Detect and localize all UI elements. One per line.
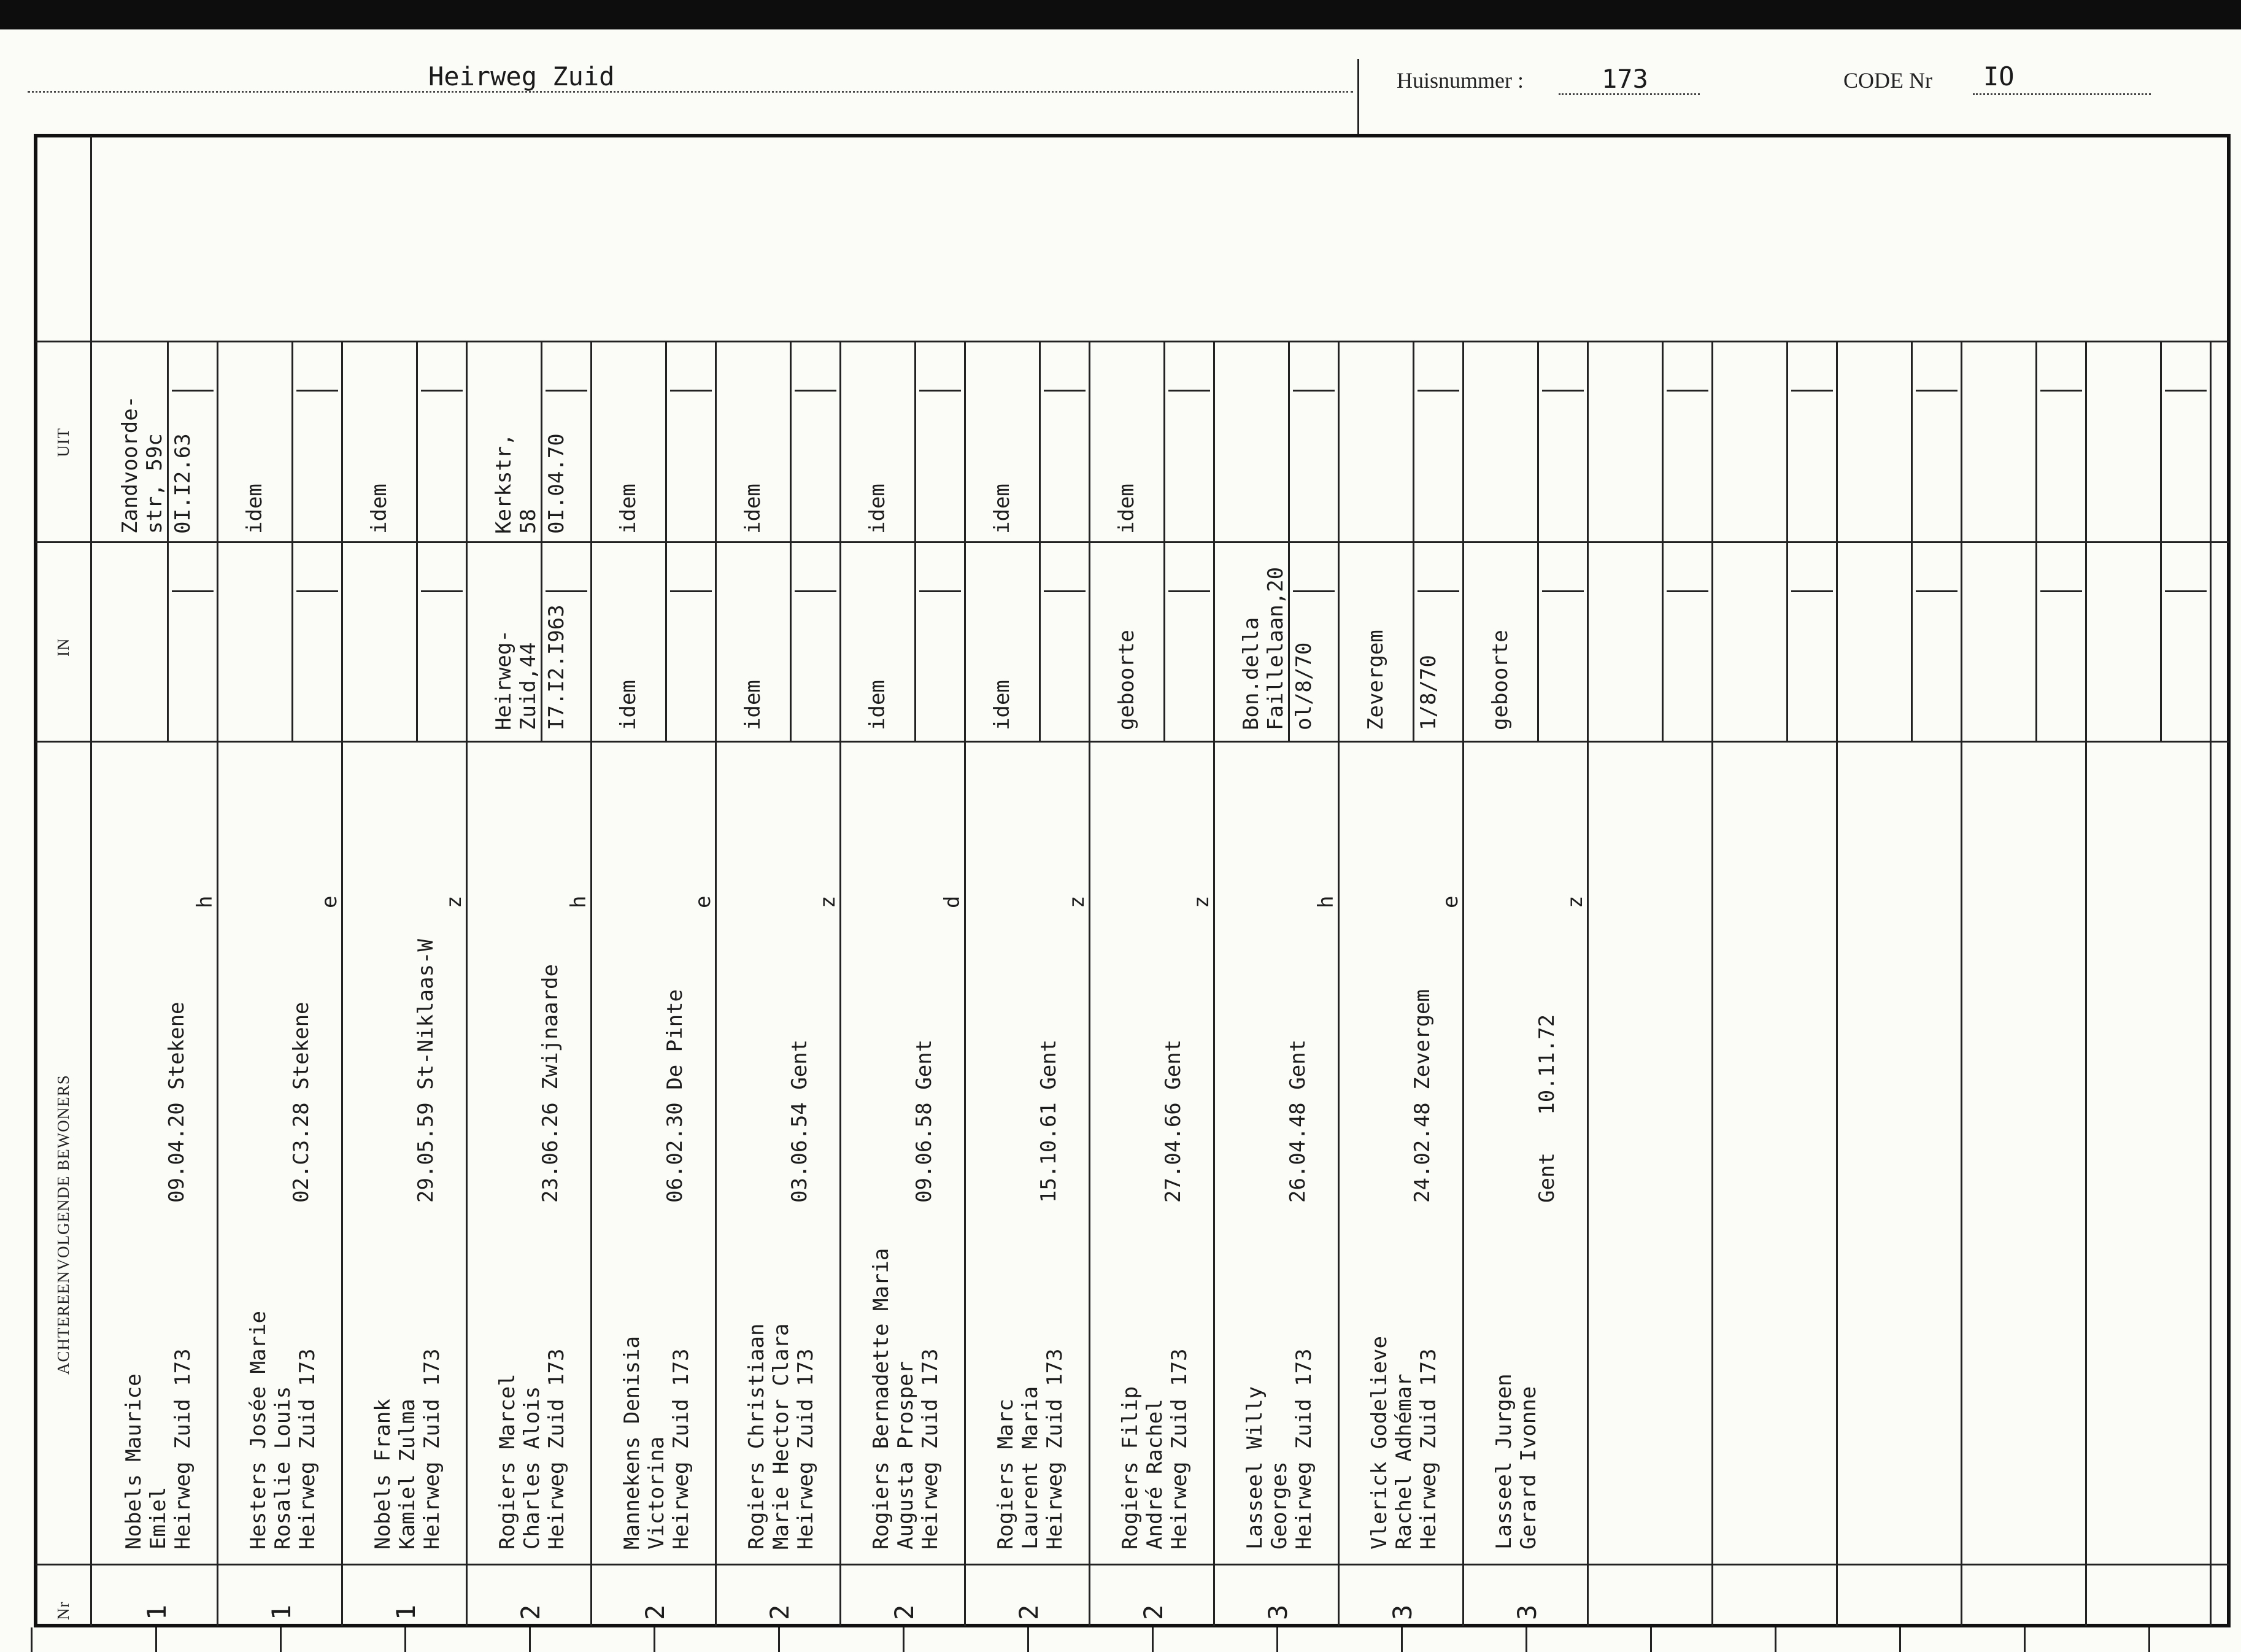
empty-dash [1293, 390, 1335, 392]
resident-birth: 09.04.20 Stekene [164, 1002, 189, 1203]
moved-in-from: idem [741, 680, 765, 730]
empty-dash [1044, 390, 1086, 392]
bottom-tick [31, 1627, 33, 1652]
date-subcolumn-divider [1662, 541, 1664, 741]
row-number: 2 [515, 1604, 546, 1620]
resident-birth: 29.05.59 St-Niklaas-W [414, 939, 438, 1203]
house-number-label: Huisnummer : [1397, 68, 1524, 93]
empty-dash [1044, 590, 1086, 592]
resident-relation: z [442, 895, 466, 908]
empty-dash [670, 390, 712, 392]
column-divider [1587, 341, 1589, 1626]
street-dotted-line [28, 91, 1353, 93]
moved-in-from: idem [990, 680, 1014, 730]
date-subcolumn-divider [1537, 341, 1539, 541]
band-uit-in [36, 541, 2229, 543]
moved-in-from: Bon.della Faillelaan,20 [1239, 566, 1288, 730]
date-subcolumn-divider [2035, 341, 2037, 541]
date-subcolumn-divider [1039, 541, 1041, 741]
bottom-tick [1650, 1627, 1652, 1652]
empty-dash [919, 590, 961, 592]
resident-relation: h [566, 895, 591, 908]
row-number: 1 [266, 1604, 296, 1620]
resident-name: Hesters Josée Marie Rosalie Louis Heirweg Zuid 173 [246, 1311, 320, 1550]
resident-relation: h [193, 895, 217, 908]
moved-in-from: geboorte [1114, 630, 1139, 730]
code-line [1973, 93, 2151, 95]
row-number: 1 [142, 1604, 172, 1620]
moved-out-to: idem [242, 484, 267, 534]
moved-out-date: 0I.04.70 [544, 433, 569, 534]
resident-name: Rogiers Bernadette Maria Augusta Prosper Heirweg Zuid 173 [869, 1248, 943, 1550]
moved-in-from: idem [616, 680, 641, 730]
row-number: 3 [1263, 1604, 1293, 1620]
column-divider [715, 341, 717, 1626]
moved-in-date: ol/8/70 [1292, 642, 1316, 730]
band-residents-nr [36, 1564, 2229, 1565]
resident-birth: 02.C3.28 Stekene [289, 1002, 314, 1203]
moved-in-date: I7.I2.I963 [544, 604, 569, 730]
col-in-heading: IN [54, 638, 72, 657]
empty-dash [1418, 390, 1459, 392]
row-number: 2 [1138, 1604, 1168, 1620]
empty-dash [546, 390, 587, 392]
date-subcolumn-divider [1039, 341, 1041, 541]
moved-in-date: 1/8/70 [1416, 655, 1441, 730]
resident-birth: 27.04.66 Gent [1161, 1039, 1186, 1203]
scan-top-edge [0, 0, 2241, 29]
empty-dash [1667, 590, 1708, 592]
bottom-tick [404, 1627, 406, 1652]
resident-relation: e [317, 895, 342, 908]
resident-relation: e [691, 895, 716, 908]
house-number: 173 [1602, 64, 1648, 94]
column-divider [2210, 341, 2212, 1626]
date-subcolumn-divider [790, 541, 792, 741]
empty-dash [421, 390, 463, 392]
resident-birth: 23.06.26 Zwijnaarde [538, 964, 563, 1203]
resident-birth: 06.02.30 De Pinte [663, 989, 687, 1203]
resident-birth: Gent 10.11.72 [1535, 1014, 1559, 1203]
street-name: Heirweg Zuid [428, 61, 615, 91]
moved-out-to: idem [616, 484, 641, 534]
header-separator [1357, 59, 1359, 134]
column-divider [1089, 341, 1090, 1626]
header-column-divider [90, 136, 92, 1626]
date-subcolumn-divider [914, 541, 916, 741]
column-divider [1338, 341, 1340, 1626]
column-divider [964, 341, 966, 1626]
resident-birth: 26.04.48 Gent [1286, 1039, 1310, 1203]
date-subcolumn-divider [665, 541, 667, 741]
row-number: 3 [1512, 1604, 1542, 1620]
empty-dash [1542, 390, 1584, 392]
empty-dash [1542, 590, 1584, 592]
row-number: 2 [640, 1604, 670, 1620]
resident-name: Nobels Frank Kamiel Zulma Heirweg Zuid 173 [371, 1348, 444, 1550]
empty-dash [296, 590, 338, 592]
resident-name: Nobels Maurice Emiel Heirweg Zuid 173 [122, 1348, 195, 1550]
column-divider [1213, 341, 1215, 1626]
band-top-ut [36, 341, 2229, 342]
bottom-tick [2024, 1627, 2026, 1652]
resident-relation: e [1438, 895, 1463, 908]
resident-name: Rogiers Marcel Charles Alois Heirweg Zuid 173 [495, 1348, 569, 1550]
resident-birth: 15.10.61 Gent [1036, 1039, 1061, 1203]
empty-dash [1916, 390, 1958, 392]
resident-relation: z [816, 895, 840, 908]
bottom-tick [1775, 1627, 1776, 1652]
column-divider [1462, 341, 1464, 1626]
date-subcolumn-divider [1413, 541, 1414, 741]
empty-dash [1293, 590, 1335, 592]
date-subcolumn-divider [416, 541, 418, 741]
row-number: 2 [1014, 1604, 1044, 1620]
moved-out-to: Kerkstr, 58 [492, 433, 541, 534]
empty-dash [2165, 590, 2207, 592]
bottom-tick [778, 1627, 780, 1652]
bottom-tick [903, 1627, 904, 1652]
code-number: IO [1983, 61, 2015, 91]
empty-dash [546, 590, 587, 592]
column-divider [1961, 341, 1962, 1626]
row-number: 2 [765, 1604, 795, 1620]
date-subcolumn-divider [790, 341, 792, 541]
resident-relation: h [1314, 895, 1338, 908]
moved-out-to: idem [990, 484, 1014, 534]
bottom-tick [280, 1627, 282, 1652]
code-label: CODE Nr [1843, 68, 1932, 93]
date-subcolumn-divider [541, 341, 542, 541]
resident-relation: z [1563, 895, 1587, 908]
moved-in-from: geboorte [1488, 630, 1513, 730]
resident-birth: 03.06.54 Gent [787, 1039, 812, 1203]
column-divider [839, 341, 841, 1626]
resident-name: Rogiers Filip André Rachel Heirweg Zuid 173 [1118, 1348, 1192, 1550]
column-divider [341, 341, 343, 1626]
bottom-tick [1276, 1627, 1278, 1652]
col-residents-heading: ACHTEREENVOLGENDE BEWONERS [54, 1075, 72, 1375]
moved-out-to: idem [1114, 484, 1139, 534]
empty-dash [296, 390, 338, 392]
empty-dash [795, 590, 836, 592]
row-number: 2 [889, 1604, 919, 1620]
column-divider [1711, 341, 1713, 1626]
date-subcolumn-divider [1662, 341, 1664, 541]
empty-dash [1168, 590, 1210, 592]
empty-dash [919, 390, 961, 392]
moved-in-from: Zevergem [1364, 630, 1388, 730]
row-number: 1 [391, 1604, 421, 1620]
moved-in-from: idem [865, 680, 890, 730]
moved-out-to: idem [865, 484, 890, 534]
empty-dash [1791, 590, 1833, 592]
bottom-tick [2148, 1627, 2150, 1652]
resident-name: Vlerick Godelieve Rachel Adhémar Heirweg Zuid 173 [1367, 1336, 1441, 1550]
column-divider [466, 341, 468, 1626]
resident-name: Rogiers Christiaan Marie Hector Clara Heirweg Zuid 173 [744, 1323, 818, 1550]
date-subcolumn-divider [2035, 541, 2037, 741]
moved-in-from: Heirweg- Zuid,44 [492, 630, 541, 730]
date-subcolumn-divider [1288, 341, 1290, 541]
bottom-tick [654, 1627, 655, 1652]
date-subcolumn-divider [1786, 341, 1788, 541]
column-divider [2085, 341, 2087, 1626]
resident-name: Lasseel Willy Georges Heirweg Zuid 173 [1243, 1348, 1316, 1550]
bottom-tick [1899, 1627, 1901, 1652]
empty-dash [1418, 590, 1459, 592]
resident-name: Mannekens Denisia Victorina Heirweg Zuid 173 [620, 1336, 693, 1550]
date-subcolumn-divider [914, 341, 916, 541]
date-subcolumn-divider [167, 341, 169, 541]
date-subcolumn-divider [1537, 541, 1539, 741]
date-subcolumn-divider [291, 341, 293, 541]
empty-dash [2040, 390, 2082, 392]
col-uit-heading: UIT [54, 428, 72, 457]
empty-dash [1916, 590, 1958, 592]
col-nr-heading: Nr [54, 1601, 72, 1620]
date-subcolumn-divider [1163, 541, 1165, 741]
resident-birth: 24.02.48 Zevergem [1410, 989, 1435, 1203]
empty-dash [2040, 590, 2082, 592]
column-divider [1836, 341, 1838, 1626]
band-in-residents [36, 741, 2229, 743]
bottom-tick [155, 1627, 157, 1652]
empty-dash [172, 390, 214, 392]
date-subcolumn-divider [665, 341, 667, 541]
row-number: 3 [1387, 1604, 1418, 1620]
date-subcolumn-divider [541, 541, 542, 741]
empty-dash [795, 390, 836, 392]
resident-birth: 09.06.58 Gent [912, 1039, 936, 1203]
empty-dash [2165, 390, 2207, 392]
column-divider [590, 341, 592, 1626]
resident-name: Rogiers Marc Laurent Maria Heirweg Zuid 173 [993, 1348, 1067, 1550]
resident-name: Lasseel Jurgen Gerard Ivonne [1492, 1373, 1541, 1550]
empty-dash [1791, 390, 1833, 392]
resident-relation: d [940, 895, 965, 908]
moved-out-date: 0I.I2.63 [171, 433, 195, 534]
column-divider [217, 341, 218, 1626]
date-subcolumn-divider [2160, 341, 2162, 541]
moved-out-to: idem [741, 484, 765, 534]
date-subcolumn-divider [1413, 341, 1414, 541]
date-subcolumn-divider [1786, 541, 1788, 741]
bottom-tick [529, 1627, 531, 1652]
moved-out-to: idem [367, 484, 392, 534]
date-subcolumn-divider [1288, 541, 1290, 741]
bottom-tick [1401, 1627, 1403, 1652]
resident-relation: z [1065, 895, 1089, 908]
date-subcolumn-divider [291, 541, 293, 741]
moved-out-to: Zandvoorde- str, 59c [118, 395, 167, 534]
date-subcolumn-divider [2160, 541, 2162, 741]
empty-dash [670, 590, 712, 592]
empty-dash [1667, 390, 1708, 392]
date-subcolumn-divider [1163, 341, 1165, 541]
empty-dash [1168, 390, 1210, 392]
bottom-tick [1152, 1627, 1154, 1652]
bottom-tick [1027, 1627, 1029, 1652]
date-subcolumn-divider [1911, 541, 1913, 741]
empty-dash [421, 590, 463, 592]
date-subcolumn-divider [1911, 341, 1913, 541]
resident-relation: z [1189, 895, 1214, 908]
house-number-line [1559, 93, 1700, 95]
empty-dash [172, 590, 214, 592]
date-subcolumn-divider [416, 341, 418, 541]
bottom-tick [1526, 1627, 1527, 1652]
date-subcolumn-divider [167, 541, 169, 741]
